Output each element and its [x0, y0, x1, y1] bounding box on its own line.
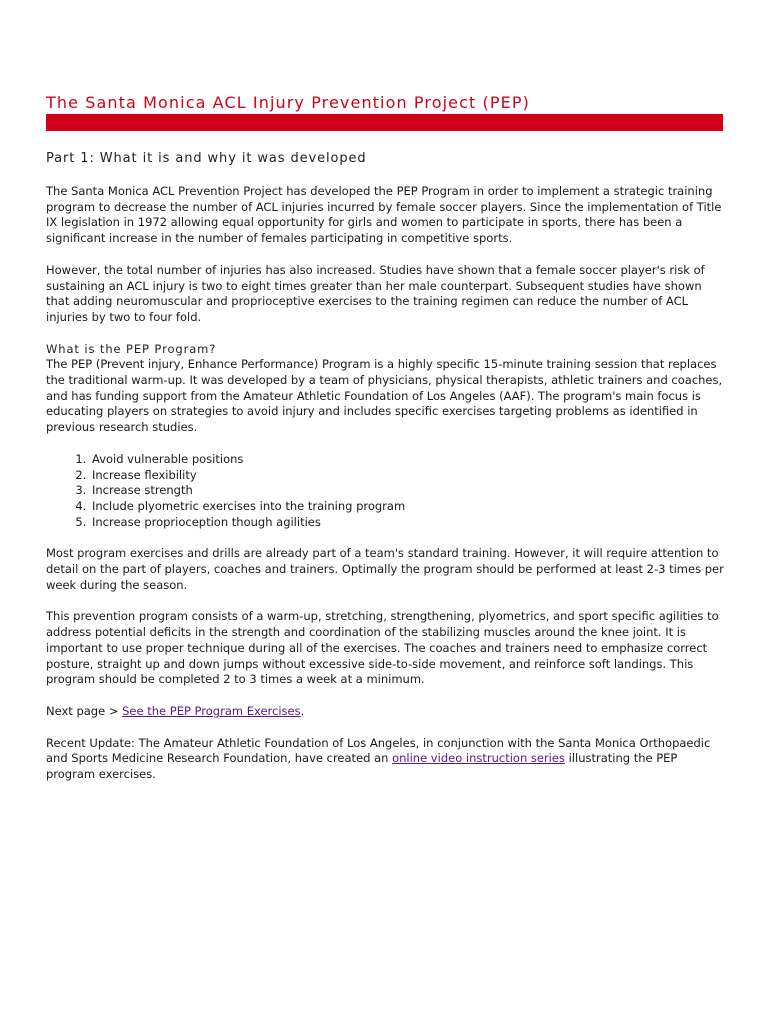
program-paragraph: The PEP (Prevent injury, Enhance Performance) Program is a highly specific 15-minute training session that replaces the traditional warm-up. It was developed by a team of physicians, physical therapists, athletic trainers and coaches, and has funding support from the Amateur Athletic Foundation of Los Angeles (AAF). The program's main focus is educating players on strategies to avoid injury and includes specific exercises targeting problems as identified in previous research studies.: [46, 357, 723, 435]
recent-update-paragraph: [46, 736, 728, 783]
intro-paragraph-2: However, the total number of injuries has also increased. Studies have shown that a female soccer player's risk of sustaining an ACL injury is two to eight times greater than her male counterpart. Subsequent studies have shown that adding neuromuscular and proprioceptive exercises to the training regimen can reduce the number of ACL injuries by two to four fold.: [46, 262, 705, 324]
goal-item: 4. Include plyometric exercises into the training program: [90, 499, 728, 515]
next-page-line: [46, 704, 728, 720]
page-title: The Santa Monica ACL Injury Prevention Project (PEP): [46, 93, 530, 112]
closing-paragraph-1: Most program exercises and drills are already part of a team's standard training. However, it will require attention to detail on the part of players, coaches and trainers. Optimally the program should be performed at least 2-3 times per week during the season.: [46, 546, 724, 592]
next-page-suffix: .: [300, 703, 305, 718]
goal-item: 5. Increase proprioception though agilities: [90, 515, 728, 531]
recent-update-text: Recent Update: The Amateur Athletic Foundation of Los Angeles, in conjunction with the Santa Monica Orthopaedic and Sports Medicine Research Foundation, have created an: [46, 735, 711, 766]
title-divider-bar: [46, 114, 723, 131]
goals-list: [46, 452, 728, 531]
goal-item: 1. Avoid vulnerable positions: [90, 452, 728, 468]
part-heading: Part 1: What it is and why it was developed: [46, 151, 367, 166]
recent-update-tail: illustrating the PEP program exercises.: [46, 751, 678, 782]
closing-paragraph-2: This prevention program consists of a warm-up, stretching, strengthening, plyometrics, and sport specific agilities to address potential deficits in the strength and coordination of the stabilizing muscles around the knee joint. It is important to use proper technique during all of the exercises. The coaches and trainers need to emphasize correct posture, straight up and down jumps without excessive side-to-side movement, and reinforce soft landings. This program should be completed 2 to 3 times a week at a minimum.: [46, 609, 719, 687]
intro-paragraph-1: The Santa Monica ACL Prevention Project has developed the PEP Program in order to implement a strategic training program to decrease the number of ACL injuries incurred by female soccer players. Since the implementation of Title IX legislation in 1972 allowing equal opportunity for girls and women to participate in sports, there has been a significant increase in the number of females participating in competitive sports.: [46, 184, 722, 246]
goal-item: 3. Increase strength: [90, 483, 728, 499]
video-series-link[interactable]: online video instruction series: [392, 751, 565, 766]
pep-exercises-link[interactable]: See the PEP Program Exercises: [122, 703, 301, 718]
next-page-prefix: Next page >: [46, 703, 123, 718]
article-body: [46, 184, 728, 799]
program-heading: What is the PEP Program?: [46, 341, 217, 356]
goal-item: 2. Increase flexibility: [90, 468, 728, 484]
